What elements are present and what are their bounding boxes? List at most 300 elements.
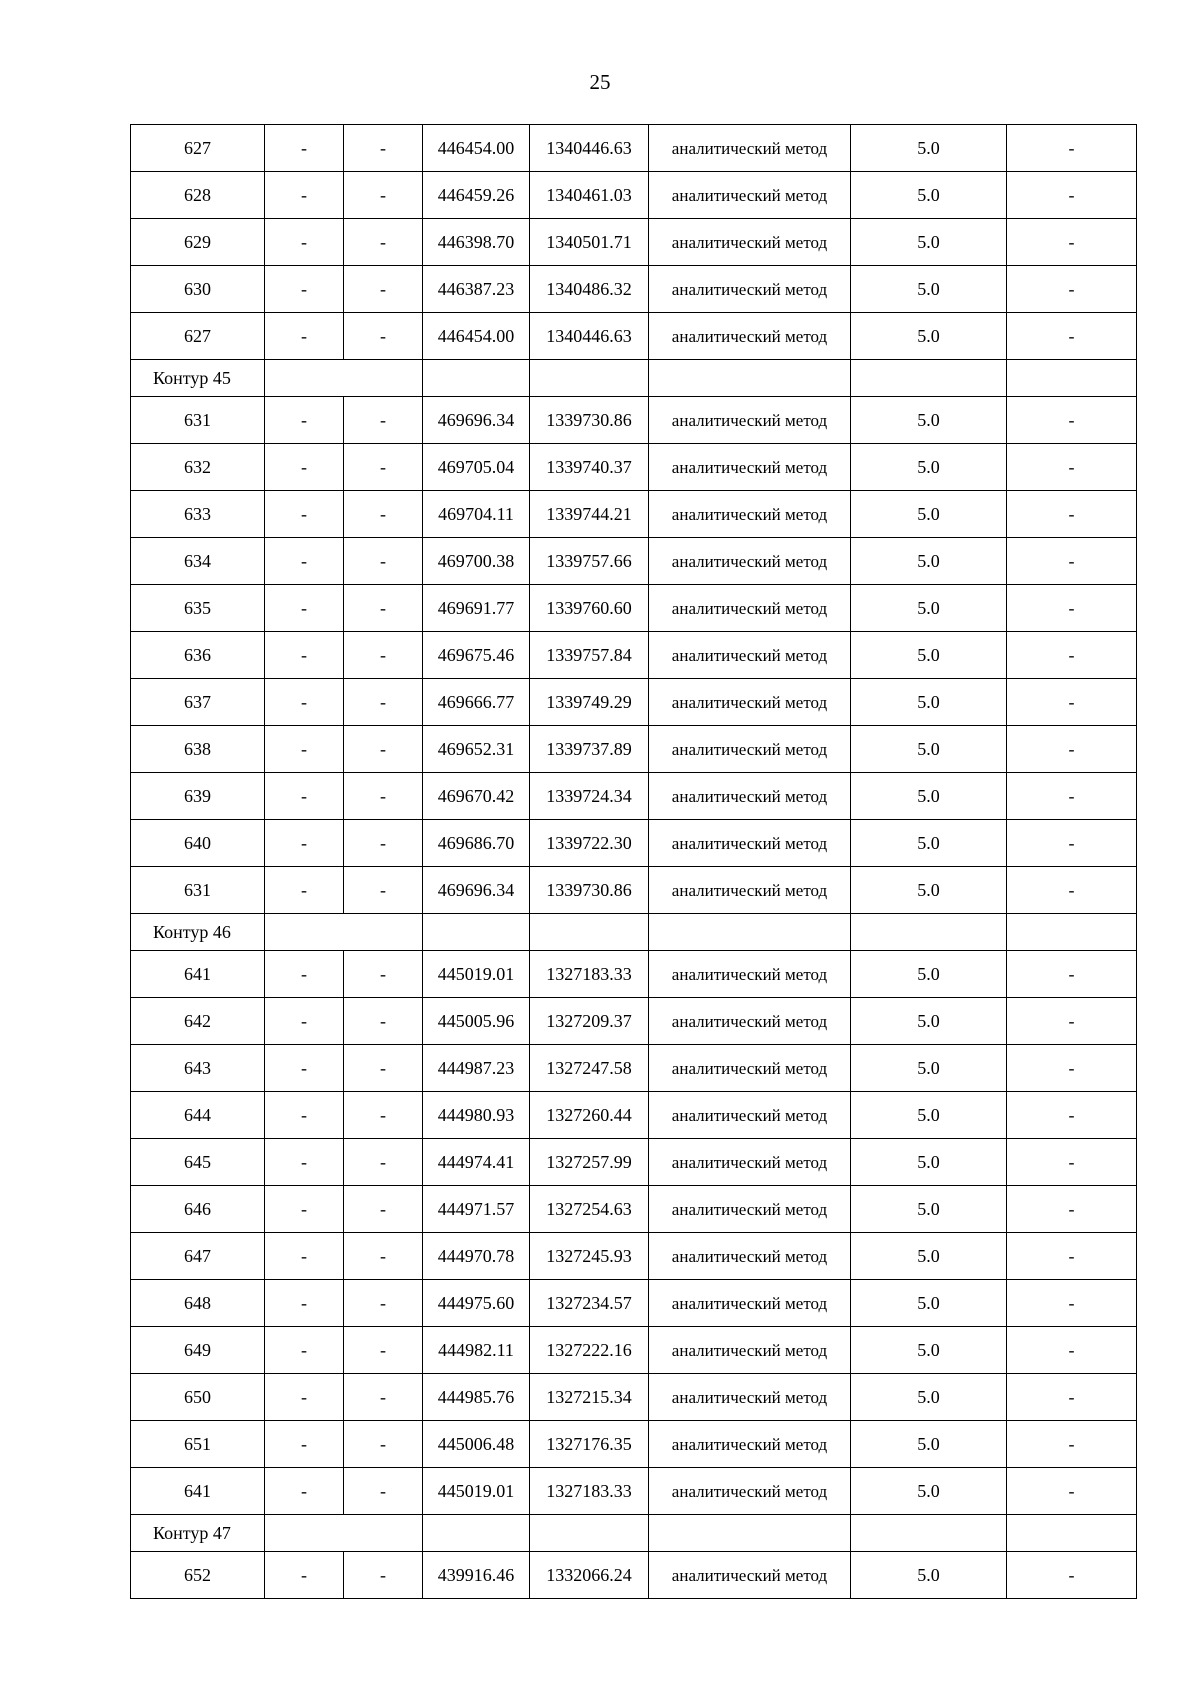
method-text: аналитический метод — [671, 1152, 828, 1172]
method-text: аналитический метод — [671, 185, 828, 205]
old-y-cell: - — [344, 1327, 423, 1374]
method-text: аналитический метод — [671, 1246, 828, 1266]
old-y-cell: - — [344, 219, 423, 266]
old-x-cell: - — [265, 1280, 344, 1327]
x-coordinate-cell: 444985.76 — [423, 1374, 530, 1421]
point-number-cell: 640 — [131, 820, 265, 867]
description-cell: - — [1007, 266, 1137, 313]
old-x-cell: - — [265, 1468, 344, 1515]
contour-label: Контур 46 — [131, 914, 265, 951]
empty-cell — [423, 914, 530, 951]
description-cell: - — [1007, 397, 1137, 444]
x-coordinate-cell: 469705.04 — [423, 444, 530, 491]
method-text: аналитический метод — [671, 1340, 828, 1360]
y-coordinate-cell: 1339749.29 — [530, 679, 649, 726]
description-cell: - — [1007, 951, 1137, 998]
precision-cell: 5.0 — [851, 125, 1007, 172]
method-text: аналитический метод — [671, 880, 828, 900]
method-cell — [649, 632, 851, 679]
method-cell — [649, 585, 851, 632]
method-text: аналитический метод — [671, 1434, 828, 1454]
precision-cell: 5.0 — [851, 172, 1007, 219]
description-cell: - — [1007, 1233, 1137, 1280]
point-number-cell: 650 — [131, 1374, 265, 1421]
description-cell: - — [1007, 1374, 1137, 1421]
point-number-cell: 628 — [131, 172, 265, 219]
old-y-cell: - — [344, 1092, 423, 1139]
empty-cell — [1007, 1515, 1137, 1552]
method-cell — [649, 397, 851, 444]
point-number-cell: 637 — [131, 679, 265, 726]
x-coordinate-cell: 445019.01 — [423, 951, 530, 998]
old-x-cell: - — [265, 1186, 344, 1233]
description-cell: - — [1007, 820, 1137, 867]
old-x-cell: - — [265, 773, 344, 820]
contour-header-row — [131, 1515, 1137, 1552]
table-body — [131, 125, 1137, 1599]
y-coordinate-cell: 1327257.99 — [530, 1139, 649, 1186]
table-row — [131, 1374, 1137, 1421]
point-number-cell: 646 — [131, 1186, 265, 1233]
precision-cell: 5.0 — [851, 1421, 1007, 1468]
description-cell: - — [1007, 538, 1137, 585]
method-text: аналитический метод — [671, 504, 828, 524]
table-row — [131, 585, 1137, 632]
method-cell — [649, 266, 851, 313]
table-row — [131, 1139, 1137, 1186]
empty-cell — [649, 914, 851, 951]
contour-header-row — [131, 914, 1137, 951]
old-x-cell: - — [265, 172, 344, 219]
old-y-cell: - — [344, 1421, 423, 1468]
y-coordinate-cell: 1339722.30 — [530, 820, 649, 867]
y-coordinate-cell: 1327222.16 — [530, 1327, 649, 1374]
coordinates-table — [130, 124, 1137, 1599]
y-coordinate-cell: 1327247.58 — [530, 1045, 649, 1092]
description-cell: - — [1007, 219, 1137, 266]
point-number-cell: 648 — [131, 1280, 265, 1327]
old-x-cell: - — [265, 1421, 344, 1468]
description-cell: - — [1007, 125, 1137, 172]
point-number-cell: 639 — [131, 773, 265, 820]
point-number-cell: 633 — [131, 491, 265, 538]
method-cell — [649, 313, 851, 360]
method-text: аналитический метод — [671, 786, 828, 806]
description-cell: - — [1007, 679, 1137, 726]
method-text: аналитический метод — [671, 410, 828, 430]
point-number-cell: 635 — [131, 585, 265, 632]
table-row — [131, 1233, 1137, 1280]
old-y-cell: - — [344, 1233, 423, 1280]
y-coordinate-cell: 1327254.63 — [530, 1186, 649, 1233]
description-cell: - — [1007, 1552, 1137, 1599]
method-cell — [649, 538, 851, 585]
old-y-cell: - — [344, 1186, 423, 1233]
method-cell — [649, 1374, 851, 1421]
x-coordinate-cell: 446454.00 — [423, 125, 530, 172]
old-y-cell: - — [344, 951, 423, 998]
table-row — [131, 444, 1137, 491]
table-row — [131, 1421, 1137, 1468]
old-x-cell: - — [265, 219, 344, 266]
precision-cell: 5.0 — [851, 491, 1007, 538]
method-cell — [649, 125, 851, 172]
old-y-cell: - — [344, 1374, 423, 1421]
description-cell: - — [1007, 1421, 1137, 1468]
method-text: аналитический метод — [671, 692, 828, 712]
old-y-cell: - — [344, 266, 423, 313]
old-x-cell: - — [265, 491, 344, 538]
table-row — [131, 1552, 1137, 1599]
table-row — [131, 1327, 1137, 1374]
point-number-cell: 627 — [131, 125, 265, 172]
empty-cell — [530, 360, 649, 397]
point-number-cell: 632 — [131, 444, 265, 491]
old-y-cell: - — [344, 820, 423, 867]
table-row — [131, 998, 1137, 1045]
x-coordinate-cell: 446459.26 — [423, 172, 530, 219]
description-cell: - — [1007, 998, 1137, 1045]
table-row — [131, 1280, 1137, 1327]
table-row — [131, 538, 1137, 585]
point-number-cell: 636 — [131, 632, 265, 679]
y-coordinate-cell: 1339757.66 — [530, 538, 649, 585]
precision-cell: 5.0 — [851, 1045, 1007, 1092]
old-x-cell: - — [265, 1233, 344, 1280]
x-coordinate-cell: 444974.41 — [423, 1139, 530, 1186]
y-coordinate-cell: 1340446.63 — [530, 125, 649, 172]
x-coordinate-cell: 444982.11 — [423, 1327, 530, 1374]
table-row — [131, 125, 1137, 172]
precision-cell: 5.0 — [851, 397, 1007, 444]
precision-cell: 5.0 — [851, 951, 1007, 998]
description-cell: - — [1007, 726, 1137, 773]
x-coordinate-cell: 469670.42 — [423, 773, 530, 820]
y-coordinate-cell: 1340446.63 — [530, 313, 649, 360]
precision-cell: 5.0 — [851, 1374, 1007, 1421]
precision-cell: 5.0 — [851, 773, 1007, 820]
precision-cell: 5.0 — [851, 538, 1007, 585]
old-y-cell: - — [344, 1139, 423, 1186]
old-y-cell: - — [344, 125, 423, 172]
old-y-cell: - — [344, 773, 423, 820]
contour-header-row — [131, 360, 1137, 397]
description-cell: - — [1007, 1092, 1137, 1139]
method-cell — [649, 1552, 851, 1599]
old-y-cell: - — [344, 632, 423, 679]
method-cell — [649, 1421, 851, 1468]
empty-cell — [423, 1515, 530, 1552]
method-text: аналитический метод — [671, 598, 828, 618]
old-x-cell: - — [265, 867, 344, 914]
method-text: аналитический метод — [671, 1387, 828, 1407]
point-number-cell: 644 — [131, 1092, 265, 1139]
empty-cell — [530, 914, 649, 951]
old-x-cell: - — [265, 1045, 344, 1092]
old-y-cell: - — [344, 1552, 423, 1599]
empty-cell — [265, 914, 423, 951]
point-number-cell: 641 — [131, 1468, 265, 1515]
table-row — [131, 172, 1137, 219]
method-text: аналитический метод — [671, 279, 828, 299]
table-row — [131, 491, 1137, 538]
empty-cell — [265, 1515, 423, 1552]
old-y-cell: - — [344, 397, 423, 444]
precision-cell: 5.0 — [851, 219, 1007, 266]
point-number-cell: 641 — [131, 951, 265, 998]
old-x-cell: - — [265, 397, 344, 444]
x-coordinate-cell: 444975.60 — [423, 1280, 530, 1327]
contour-label: Контур 45 — [131, 360, 265, 397]
old-x-cell: - — [265, 1552, 344, 1599]
table-row — [131, 773, 1137, 820]
method-cell — [649, 172, 851, 219]
empty-cell — [265, 360, 423, 397]
precision-cell: 5.0 — [851, 585, 1007, 632]
description-cell: - — [1007, 1045, 1137, 1092]
y-coordinate-cell: 1332066.24 — [530, 1552, 649, 1599]
table-row — [131, 632, 1137, 679]
table-row — [131, 219, 1137, 266]
empty-cell — [649, 1515, 851, 1552]
point-number-cell: 629 — [131, 219, 265, 266]
x-coordinate-cell: 439916.46 — [423, 1552, 530, 1599]
y-coordinate-cell: 1339730.86 — [530, 867, 649, 914]
description-cell: - — [1007, 444, 1137, 491]
y-coordinate-cell: 1339744.21 — [530, 491, 649, 538]
method-text: аналитический метод — [671, 1293, 828, 1313]
point-number-cell: 652 — [131, 1552, 265, 1599]
description-cell: - — [1007, 1139, 1137, 1186]
precision-cell: 5.0 — [851, 1468, 1007, 1515]
method-text: аналитический метод — [671, 1565, 828, 1585]
description-cell: - — [1007, 491, 1137, 538]
method-cell — [649, 951, 851, 998]
contour-label: Контур 47 — [131, 1515, 265, 1552]
precision-cell: 5.0 — [851, 1552, 1007, 1599]
y-coordinate-cell: 1327176.35 — [530, 1421, 649, 1468]
precision-cell: 5.0 — [851, 998, 1007, 1045]
empty-cell — [530, 1515, 649, 1552]
old-y-cell: - — [344, 679, 423, 726]
precision-cell: 5.0 — [851, 444, 1007, 491]
description-cell: - — [1007, 1186, 1137, 1233]
method-cell — [649, 1092, 851, 1139]
precision-cell: 5.0 — [851, 1186, 1007, 1233]
method-cell — [649, 820, 851, 867]
old-x-cell: - — [265, 585, 344, 632]
method-text: аналитический метод — [671, 645, 828, 665]
x-coordinate-cell: 469700.38 — [423, 538, 530, 585]
table-row — [131, 1468, 1137, 1515]
x-coordinate-cell: 446454.00 — [423, 313, 530, 360]
old-y-cell: - — [344, 585, 423, 632]
method-text: аналитический метод — [671, 457, 828, 477]
y-coordinate-cell: 1339757.84 — [530, 632, 649, 679]
old-x-cell: - — [265, 951, 344, 998]
old-x-cell: - — [265, 1374, 344, 1421]
old-x-cell: - — [265, 1327, 344, 1374]
y-coordinate-cell: 1339740.37 — [530, 444, 649, 491]
table-row — [131, 820, 1137, 867]
old-x-cell: - — [265, 726, 344, 773]
precision-cell: 5.0 — [851, 726, 1007, 773]
point-number-cell: 649 — [131, 1327, 265, 1374]
method-text: аналитический метод — [671, 739, 828, 759]
empty-cell — [649, 360, 851, 397]
y-coordinate-cell: 1340501.71 — [530, 219, 649, 266]
precision-cell: 5.0 — [851, 266, 1007, 313]
x-coordinate-cell: 469652.31 — [423, 726, 530, 773]
old-x-cell: - — [265, 1092, 344, 1139]
old-y-cell: - — [344, 1468, 423, 1515]
precision-cell: 5.0 — [851, 1233, 1007, 1280]
old-y-cell: - — [344, 1280, 423, 1327]
x-coordinate-cell: 445019.01 — [423, 1468, 530, 1515]
empty-cell — [1007, 360, 1137, 397]
description-cell: - — [1007, 773, 1137, 820]
old-x-cell: - — [265, 1139, 344, 1186]
empty-cell — [423, 360, 530, 397]
x-coordinate-cell: 469666.77 — [423, 679, 530, 726]
y-coordinate-cell: 1327209.37 — [530, 998, 649, 1045]
old-x-cell: - — [265, 313, 344, 360]
old-x-cell: - — [265, 679, 344, 726]
method-text: аналитический метод — [671, 551, 828, 571]
method-cell — [649, 1233, 851, 1280]
method-cell — [649, 773, 851, 820]
precision-cell: 5.0 — [851, 1327, 1007, 1374]
method-cell — [649, 679, 851, 726]
point-number-cell: 627 — [131, 313, 265, 360]
table-row — [131, 867, 1137, 914]
method-cell — [649, 1280, 851, 1327]
old-y-cell: - — [344, 1045, 423, 1092]
y-coordinate-cell: 1339730.86 — [530, 397, 649, 444]
method-cell — [649, 1045, 851, 1092]
y-coordinate-cell: 1339724.34 — [530, 773, 649, 820]
old-y-cell: - — [344, 538, 423, 585]
method-cell — [649, 726, 851, 773]
x-coordinate-cell: 445006.48 — [423, 1421, 530, 1468]
precision-cell: 5.0 — [851, 1139, 1007, 1186]
description-cell: - — [1007, 1327, 1137, 1374]
y-coordinate-cell: 1327245.93 — [530, 1233, 649, 1280]
precision-cell: 5.0 — [851, 1092, 1007, 1139]
method-text: аналитический метод — [671, 1011, 828, 1031]
x-coordinate-cell: 469704.11 — [423, 491, 530, 538]
y-coordinate-cell: 1339737.89 — [530, 726, 649, 773]
point-number-cell: 631 — [131, 397, 265, 444]
x-coordinate-cell: 444970.78 — [423, 1233, 530, 1280]
table-row — [131, 1045, 1137, 1092]
method-text: аналитический метод — [671, 964, 828, 984]
method-cell — [649, 1186, 851, 1233]
y-coordinate-cell: 1340486.32 — [530, 266, 649, 313]
point-number-cell: 631 — [131, 867, 265, 914]
point-number-cell: 651 — [131, 1421, 265, 1468]
description-cell: - — [1007, 1280, 1137, 1327]
x-coordinate-cell: 469675.46 — [423, 632, 530, 679]
point-number-cell: 647 — [131, 1233, 265, 1280]
old-y-cell: - — [344, 172, 423, 219]
point-number-cell: 645 — [131, 1139, 265, 1186]
precision-cell: 5.0 — [851, 1280, 1007, 1327]
old-x-cell: - — [265, 632, 344, 679]
y-coordinate-cell: 1327183.33 — [530, 1468, 649, 1515]
description-cell: - — [1007, 585, 1137, 632]
precision-cell: 5.0 — [851, 820, 1007, 867]
y-coordinate-cell: 1339760.60 — [530, 585, 649, 632]
x-coordinate-cell: 444980.93 — [423, 1092, 530, 1139]
method-cell — [649, 444, 851, 491]
old-x-cell: - — [265, 266, 344, 313]
x-coordinate-cell: 469696.34 — [423, 867, 530, 914]
x-coordinate-cell: 469691.77 — [423, 585, 530, 632]
old-y-cell: - — [344, 998, 423, 1045]
table-row — [131, 266, 1137, 313]
method-text: аналитический метод — [671, 1199, 828, 1219]
method-cell — [649, 219, 851, 266]
old-x-cell: - — [265, 820, 344, 867]
table-row — [131, 313, 1137, 360]
table-row — [131, 726, 1137, 773]
method-cell — [649, 867, 851, 914]
old-y-cell: - — [344, 726, 423, 773]
method-text: аналитический метод — [671, 1105, 828, 1125]
description-cell: - — [1007, 632, 1137, 679]
method-cell — [649, 1139, 851, 1186]
empty-cell — [1007, 914, 1137, 951]
old-y-cell: - — [344, 867, 423, 914]
table-row — [131, 397, 1137, 444]
method-text: аналитический метод — [671, 1058, 828, 1078]
y-coordinate-cell: 1327260.44 — [530, 1092, 649, 1139]
table-row — [131, 951, 1137, 998]
method-cell — [649, 1327, 851, 1374]
precision-cell: 5.0 — [851, 679, 1007, 726]
method-text: аналитический метод — [671, 833, 828, 853]
old-y-cell: - — [344, 444, 423, 491]
x-coordinate-cell: 444971.57 — [423, 1186, 530, 1233]
x-coordinate-cell: 446398.70 — [423, 219, 530, 266]
table-row — [131, 1092, 1137, 1139]
point-number-cell: 638 — [131, 726, 265, 773]
description-cell: - — [1007, 867, 1137, 914]
method-text: аналитический метод — [671, 138, 828, 158]
method-cell — [649, 998, 851, 1045]
empty-cell — [851, 914, 1007, 951]
point-number-cell: 643 — [131, 1045, 265, 1092]
old-y-cell: - — [344, 313, 423, 360]
x-coordinate-cell: 444987.23 — [423, 1045, 530, 1092]
y-coordinate-cell: 1327234.57 — [530, 1280, 649, 1327]
point-number-cell: 642 — [131, 998, 265, 1045]
method-cell — [649, 491, 851, 538]
y-coordinate-cell: 1327215.34 — [530, 1374, 649, 1421]
old-x-cell: - — [265, 538, 344, 585]
precision-cell: 5.0 — [851, 313, 1007, 360]
empty-cell — [851, 1515, 1007, 1552]
empty-cell — [851, 360, 1007, 397]
table-row — [131, 679, 1137, 726]
page-number: 25 — [589, 70, 611, 94]
x-coordinate-cell: 445005.96 — [423, 998, 530, 1045]
method-text: аналитический метод — [671, 1481, 828, 1501]
method-text: аналитический метод — [671, 232, 828, 252]
method-text: аналитический метод — [671, 326, 828, 346]
x-coordinate-cell: 469696.34 — [423, 397, 530, 444]
